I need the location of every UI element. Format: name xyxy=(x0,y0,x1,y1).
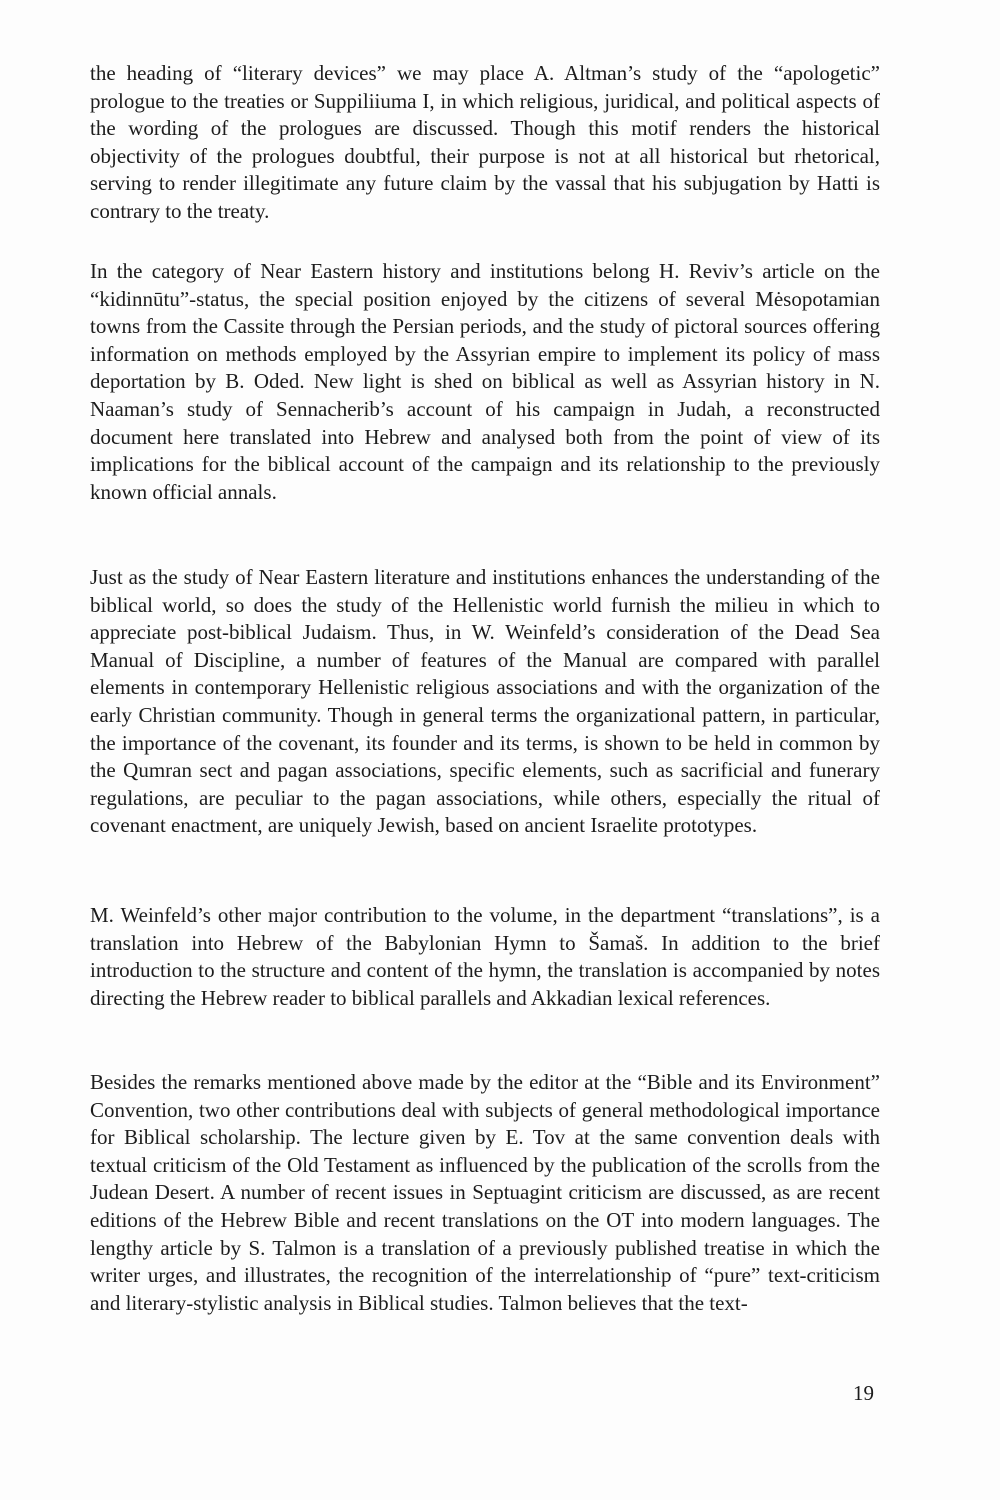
paragraph-hellenistic-world: Just as the study of Near Eastern literature and institutions enhances the understanding of the biblical world, so does the study of the Hellenistic world furnish the milieu in which to appreciate post-biblical Judaism. Thus, in W. Weinfeld’s consideration of the Dead Sea Manual of Discipline, a number of features of the Manual are compared with parallel elements in contemporary Hellenistic religious associations and with the organization of the early Christian community. Though in general terms the organizational pattern, in particular, the importance of the covenant, its founder and its terms, is shown to be held in common by the Qumran sect and pagan associations, specific elements, such as sacrificial and funerary regulations, are peculiar to the pagan associations, while others, especially the ritual of covenant enactment, are uniquely Jewish, based on ancient Israelite prototypes. xyxy=(90,565,880,838)
paragraph-literary-devices: the heading of “literary devices” we may place A. Altman’s study of the “apologetic” prologue to the treaties or Suppiliiuma I, in which religious, juridical, and political aspects of the wording of the prologues are discussed. Though this motif renders the historical objectivity of the prologues doubtful, their purpose is not at all historical but rhetorical, serving to render illegitimate any future claim by the vassal that his subjugation by Hatti is contrary to the treaty. xyxy=(90,61,880,223)
paragraph-methodological-contributions: Besides the remarks mentioned above made by the editor at the “Bible and its Environment” Convention, two other contributions deal with subjects of general methodological importance for Biblical scholarship. The lecture given by E. Tov at the same convention deals with textual criticism of the Old Testament as influenced by the publication of the scrolls from the Judean Desert. A number of recent issues in Septuagint criticism are discussed, as are recent editions of the Hebrew Bible and recent translations on the OT into modern languages. The lengthy article by S. Talmon is a translation of a previously published treatise in which the writer urges, and illustrates, the recognition of the interrelationship of “pure” text-criticism and literary-stylistic analysis in Biblical studies. Talmon believes that the text- xyxy=(90,1070,880,1315)
paragraph-near-eastern-history: In the category of Near Eastern history and institutions belong H. Reviv’s article on the “kidinnūtu”-status, the special position enjoyed by the citizens of several Mėsopotamian towns from the Cassite through the Persian periods, and the study of pictoral sources offering information on methods employed by the Assyrian empire to implement its policy of mass deportation by B. Oded. New light is shed on biblical as well as Assyrian history in N. Naaman’s study of Sennacherib’s account of his campaign in Judah, a reconstructed document here translated into Hebrew and analysed both from the point of view of its implications for the biblical account of the campaign and its relationship to the previously known official annals. xyxy=(90,259,880,504)
page-number: 19 xyxy=(853,1381,874,1405)
paragraph-weinfeld-translations: M. Weinfeld’s other major contribution to the volume, in the department “translations”, is a translation into Hebrew of the Babylonian Hymn to Šamaš. In addition to the brief introduction to the structure and content of the hymn, the translation is accompanied by notes directing the Hebrew reader to biblical parallels and Akkadian lexical references. xyxy=(90,903,880,1010)
